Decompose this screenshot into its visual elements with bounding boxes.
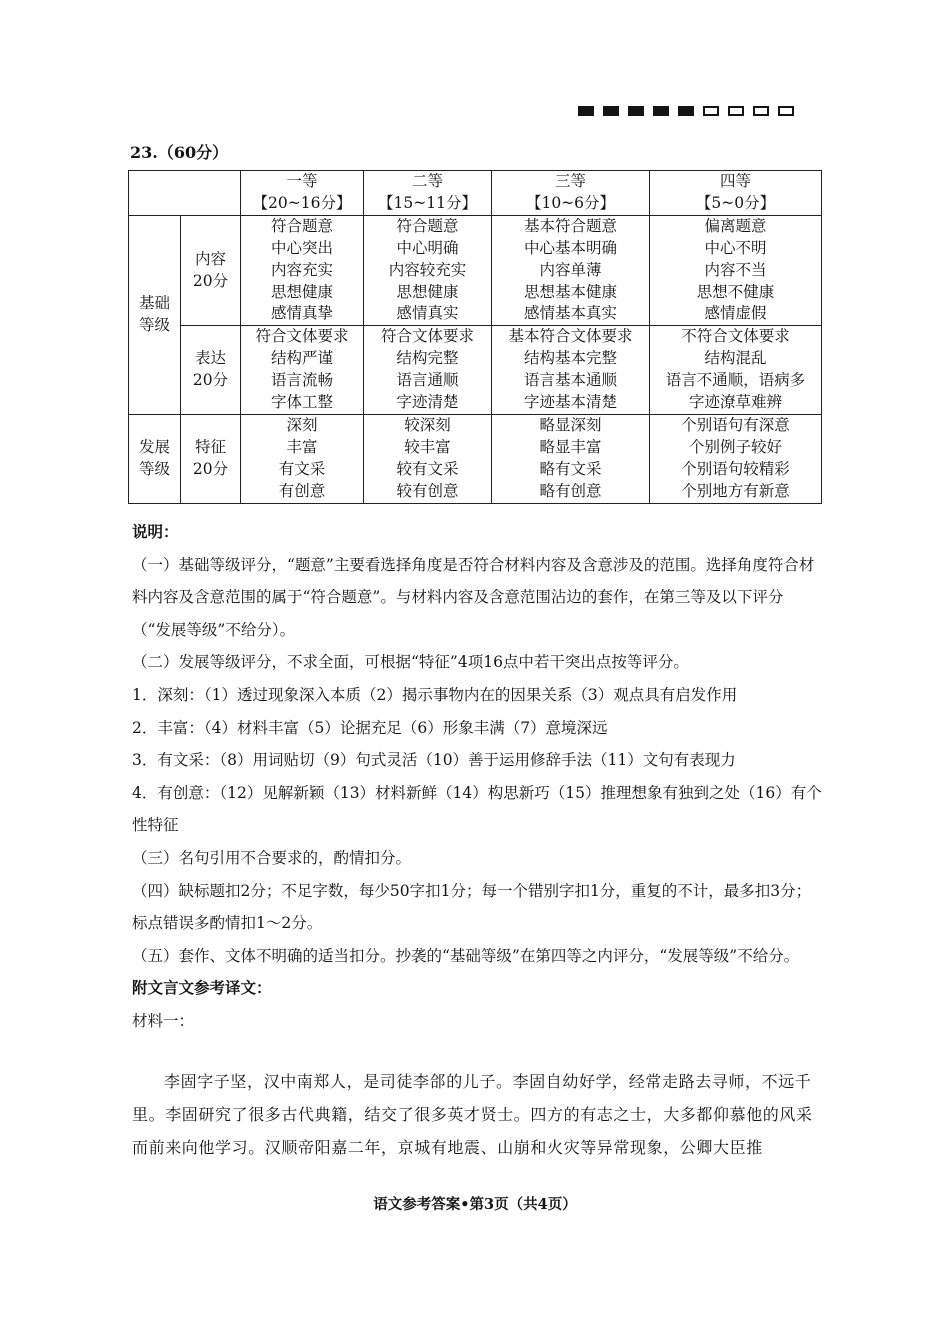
category-label [181, 215, 241, 326]
criteria-line: 内容单薄 [539, 260, 602, 279]
criteria-line: 中心不明 [704, 238, 767, 257]
appendix-title: 附文言文参考译文： [132, 978, 272, 998]
criteria-line: 语言流畅 [270, 371, 333, 390]
criteria-cell [650, 215, 822, 326]
criteria-line: 符合题意 [270, 216, 333, 235]
criteria-line: 个别语句较精彩 [681, 459, 790, 478]
note-paragraph: （二）发展等级评分，不求全面，可根据“特征”4项16点中若干突出点按等评分。 [132, 653, 689, 672]
criteria-line: 感情真实 [396, 304, 459, 323]
category-label-line: 特征 [194, 437, 226, 456]
criteria-cell [492, 414, 650, 503]
criteria-line: 内容充实 [270, 260, 333, 279]
category-label [181, 326, 241, 415]
category-label-line: 内容 [194, 249, 226, 268]
level-label-line: 发展 [138, 437, 170, 456]
criteria-line: 结构基本完整 [523, 349, 617, 368]
criteria-line: 字迹基本清楚 [523, 393, 617, 412]
scoring-notes [132, 516, 822, 1038]
empty-block [778, 106, 794, 116]
criteria-line: 不符合文体要求 [681, 327, 790, 346]
criteria-line: 略显丰富 [539, 437, 602, 456]
criteria-line: 结构完整 [396, 349, 459, 368]
criteria-line: 深刻 [286, 415, 318, 434]
grade-header-line: 【10~6分】 [525, 193, 616, 212]
criteria-line: 有文采 [278, 459, 326, 478]
level-label [129, 215, 181, 414]
criteria-line: 思想健康 [396, 282, 459, 301]
criteria-line: 个别语句有深意 [681, 415, 790, 434]
translation-paragraph: 李固字子坚，汉中南郑人，是司徒李郃的儿子。李固自幼好学，经常走路去寻师，不远千里。李固研究了很多古代典籍，结交了很多英才贤士。四方的有志之士，大多都仰慕他的风采而前来向他学习。汉顺帝阳嘉二年，京城有地震、山崩和火灾等异常现象，公卿大臣推 [132, 1072, 813, 1157]
note-paragraph: （一）基础等级评分，“题意”主要看选择角度是否符合材料内容及含意涉及的范围。选择角度符合材料内容及含意范围的属于“符合题意”。与材料内容及含意范围沾边的套作，在第三等及以下评分（“发展等级”不给分）。 [132, 555, 815, 639]
criteria-line: 内容较充实 [388, 260, 467, 279]
criteria-line: 个别地方有新意 [681, 481, 790, 500]
classical-translation [132, 1065, 822, 1164]
criteria-line: 有创意 [278, 481, 326, 500]
empty-block [703, 106, 719, 116]
criteria-cell [241, 326, 364, 415]
table-row [129, 326, 822, 415]
grade-header-line: 一等 [286, 172, 318, 190]
rubric-header-row [129, 171, 822, 216]
grade-header-line: 四等 [719, 172, 751, 190]
note-paragraph: 3．有文采：（8）用词贴切（9）句式灵活（10）善于运用修辞手法（11）文句有表现力 [132, 751, 736, 770]
criteria-cell [364, 414, 492, 503]
filled-block [678, 106, 694, 116]
criteria-line: 略有创意 [539, 481, 602, 500]
level-label-line: 等级 [138, 459, 170, 478]
grade-header-4 [650, 171, 822, 216]
question-number: 23.（60分） [130, 143, 229, 162]
criteria-line: 思想健康 [270, 282, 333, 301]
criteria-cell [241, 414, 364, 503]
criteria-cell [241, 215, 364, 326]
criteria-line: 丰富 [286, 437, 318, 456]
criteria-line: 符合题意 [396, 216, 459, 235]
note-paragraph: 4．有创意：（12）见解新颖（13）材料新鲜（14）构思新巧（15）推理想象有独到之处（16）有个性特征 [132, 783, 822, 835]
page-footer: 语文参考答案•第3页（共4页） [373, 1196, 577, 1213]
criteria-line: 略显深刻 [539, 415, 602, 434]
criteria-line: 中心基本明确 [523, 238, 617, 257]
grade-header-2 [364, 171, 492, 216]
grade-header-3 [492, 171, 650, 216]
criteria-line: 语言基本通顺 [523, 371, 617, 390]
note-paragraph: （三）名句引用不合要求的，酌情扣分。 [132, 848, 412, 867]
filled-block [628, 106, 644, 116]
criteria-line: 偏离题意 [704, 216, 767, 235]
table-row [129, 215, 822, 326]
criteria-line: 中心明确 [396, 238, 459, 257]
criteria-line: 内容不当 [704, 260, 767, 279]
rubric-corner-cell [129, 171, 241, 216]
grade-header-line: 【5~0分】 [695, 193, 776, 212]
criteria-line: 字体工整 [270, 393, 333, 412]
criteria-cell [364, 326, 492, 415]
notes-title: 说明： [132, 522, 179, 541]
criteria-line: 思想不健康 [696, 282, 775, 301]
criteria-line: 较有创意 [396, 481, 459, 500]
grade-header-line: 【15~11分】 [378, 193, 477, 212]
filled-block [578, 106, 594, 116]
criteria-cell [492, 326, 650, 415]
criteria-cell [650, 414, 822, 503]
category-label [181, 414, 241, 503]
criteria-line: 基本符合文体要求 [508, 327, 633, 346]
criteria-line: 符合文体要求 [255, 327, 349, 346]
filled-block [603, 106, 619, 116]
note-paragraph: 2．丰富：（4）材料丰富（5）论据充足（6）形象丰满（7）意境深远 [132, 718, 608, 737]
criteria-line: 感情基本真实 [523, 304, 617, 323]
category-label-line: 表达 [194, 349, 226, 368]
criteria-line: 中心突出 [270, 238, 333, 257]
criteria-line: 结构严谨 [270, 349, 333, 368]
table-row [129, 414, 822, 503]
criteria-line: 略有文采 [539, 459, 602, 478]
criteria-line: 个别例子较好 [688, 437, 782, 456]
criteria-line: 较有文采 [396, 459, 459, 478]
criteria-line: 字迹潦草难辨 [688, 393, 782, 412]
criteria-cell [364, 215, 492, 326]
material-title: 材料一： [132, 1011, 195, 1030]
note-paragraph: （四）缺标题扣2分；不足字数，每少50字扣1分；每一个错别字扣1分，重复的不计，最多扣3分；标点错误多酌情扣1～2分。 [132, 881, 812, 933]
grade-header-line: 二等 [411, 172, 443, 190]
page-progress-blocks [578, 106, 794, 116]
level-label [129, 414, 181, 503]
criteria-line: 感情虚假 [704, 304, 767, 323]
criteria-cell [492, 215, 650, 326]
grade-header-line: 【20~16分】 [252, 193, 352, 212]
criteria-line: 语言通顺 [396, 371, 459, 390]
criteria-cell [650, 326, 822, 415]
scoring-rubric-table [128, 170, 822, 504]
note-paragraph: 1．深刻：（1）透过现象深入本质（2）揭示事物内在的因果关系（3）观点具有启发作用 [132, 685, 738, 704]
criteria-line: 结构混乱 [704, 349, 767, 368]
filled-block [653, 106, 669, 116]
criteria-line: 符合文体要求 [380, 327, 474, 346]
grade-header-1 [241, 171, 364, 216]
note-paragraph: （五）套作、文体不明确的适当扣分。抄袭的“基础等级”在第四等之内评分，“发展等级”不给分。 [132, 946, 800, 965]
criteria-line: 较深刻 [404, 415, 451, 434]
criteria-line: 感情真挚 [270, 304, 333, 323]
empty-block [728, 106, 744, 116]
category-label-line: 20分 [192, 459, 229, 478]
criteria-line: 语言不通顺，语病多 [665, 371, 806, 390]
level-label-line: 基础 [138, 293, 170, 312]
category-label-line: 20分 [192, 271, 229, 290]
criteria-line: 字迹清楚 [396, 393, 459, 412]
criteria-line: 基本符合题意 [523, 216, 617, 235]
level-label-line: 等级 [138, 315, 170, 334]
grade-header-line: 三等 [554, 172, 586, 190]
category-label-line: 20分 [192, 371, 229, 390]
criteria-line: 思想基本健康 [523, 282, 617, 301]
empty-block [753, 106, 769, 116]
criteria-line: 较丰富 [404, 437, 451, 456]
